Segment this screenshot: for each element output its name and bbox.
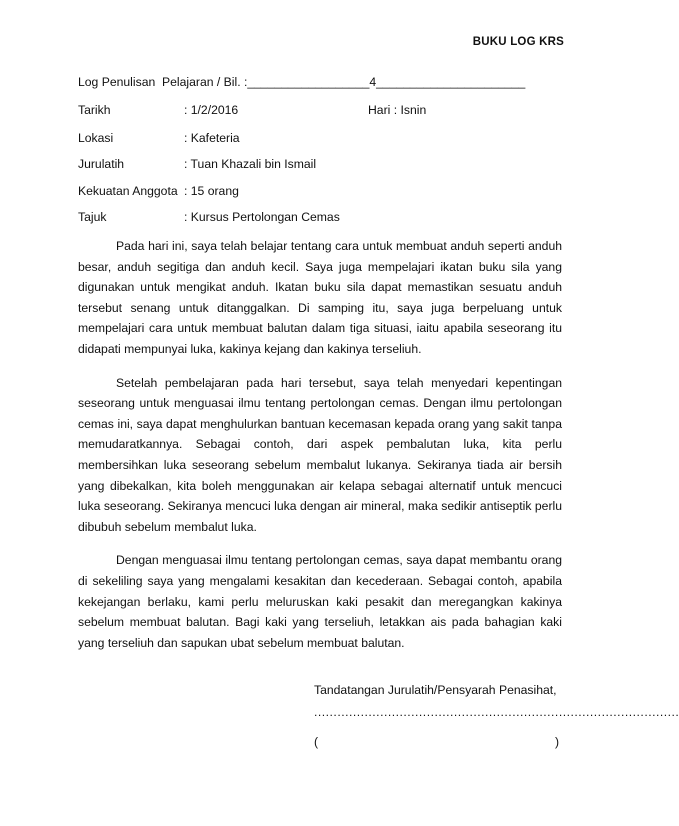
- field-kekuatan-anggota: [78, 184, 239, 198]
- field-tajuk: [78, 210, 340, 224]
- field-tarikh-label: Tarikh: [78, 103, 111, 117]
- log-number-line: Log Penulisan Pelajaran / Bil. :__________________4______________________: [78, 75, 526, 89]
- signature-title: Tandatangan Jurulatih/Pensyarah Penasihat,: [314, 683, 557, 697]
- paragraph: Setelah pembelajaran pada hari tersebut, saya telah menyedari kepentingan seseorang untuk menguasai ilmu tentang pertolongan cemas. Dengan ilmu pertolongan cemas ini, saya dapat menghulurkan bantuan kecemasan kepada orang yang sakit tanpa memudaratkannya. Sebagai contoh, dari aspek pembalutan luka, kita perlu membersihkan luka seseorang sebelum membalut lukanya. Sekiranya tiada air bersih yang dibekalkan, kita boleh menggunakan air kelapa sebagai alternatif untuk mencuci luka seseorang. Sekiranya mencuci luka dengan air mineral, maka sedikir antiseptik perlu dibubuh sebelum membalut luka.: [78, 375, 562, 534]
- field-hari: Hari : Isnin: [368, 103, 427, 117]
- field-jurulatih: [78, 157, 316, 171]
- field-lokasi: [78, 131, 240, 145]
- signature-name-close-paren: ): [555, 735, 560, 749]
- report-body: [78, 236, 562, 666]
- field-tarikh-value: : 1/2/2016: [184, 103, 239, 117]
- paragraph: Pada hari ini, saya telah belajar tentang cara untuk membuat anduh seperti anduh besar, anduh segitiga dan anduh kecil. Saya juga mempelajari ikatan buku sila yang digunakan untuk mengikat anduh. Ikatan buku sila dapat memastikan sesuatu anduh tersebut senang untuk ditanggalkan. Di samping itu, saya juga berpeluang untuk mempelajari cara untuk membuat balutan dalam tiga situasi, iaitu apabila seseorang itu didapati mempunyai luka, kakinya kejang dan kakinya terseliuh.: [78, 239, 562, 356]
- field-jurulatih-value: : Tuan Khazali bin Ismail: [184, 157, 317, 171]
- field-tajuk-value: : Kursus Pertolongan Cemas: [184, 210, 340, 224]
- field-tajuk-label: Tajuk: [78, 210, 107, 224]
- field-tarikh: [78, 103, 238, 117]
- field-kekuatan-label: Kekuatan Anggota: [78, 184, 178, 198]
- signature-dotted-line: ..............................................................................................: [314, 705, 679, 719]
- signature-name-open-paren: (: [314, 735, 319, 749]
- field-lokasi-label: Lokasi: [78, 131, 114, 145]
- document-header-title: BUKU LOG KRS: [472, 36, 564, 48]
- field-lokasi-value: : Kafeteria: [184, 131, 240, 145]
- paragraph: Dengan menguasai ilmu tentang pertolongan cemas, saya dapat membantu orang di sekeliling saya yang mengalami kesakitan dan kecederaan. Sebagai contoh, apabila kekejangan berlaku, kami perlu meluruskan kaki pesakit dan meregangkan kakinya sebelum membuat balutan. Bagi kaki yang terseliuh, letakkan ais pada bahagian kaki yang terseliuh dan sapukan ubat sebelum membuat balutan.: [78, 553, 562, 650]
- field-kekuatan-value: : 15 orang: [184, 184, 239, 198]
- field-jurulatih-label: Jurulatih: [78, 157, 125, 171]
